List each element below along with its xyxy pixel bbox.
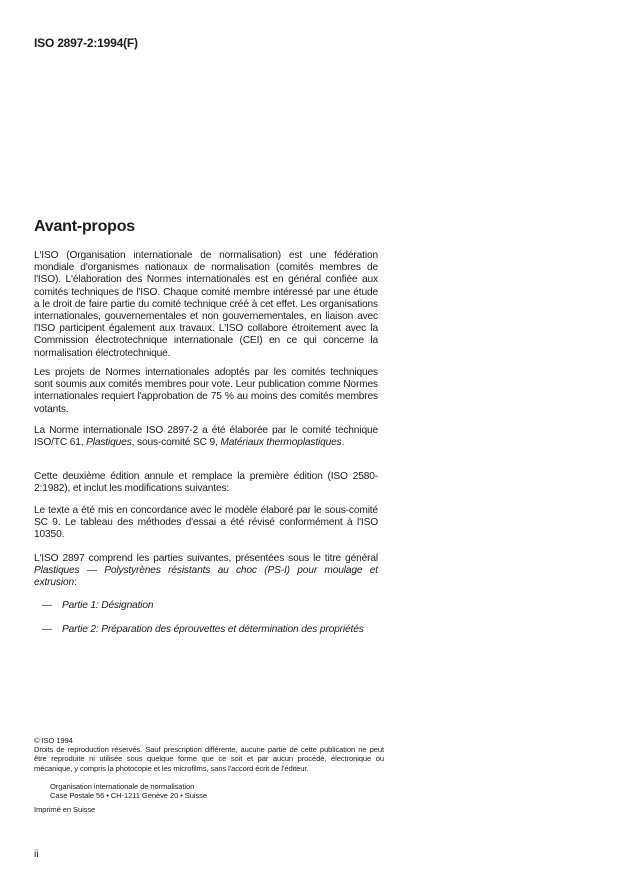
list-dash: — [42,600,53,611]
paragraph-elaboration [34,425,378,449]
parts-intro-text-b: Plastiques — Polystyrènes résistants au choc (PS-I) pour moulage et extrusion [34,565,378,589]
parts-intro-text-c: : [74,577,77,589]
elaboration-text-c: , sous-comité SC 9, [131,437,221,449]
parts-intro-text-a: L'ISO 2897 comprend les parties suivantes, présentées sous le titre général [34,553,378,564]
copyright-rights: Droits de reproduction réservés. Sauf prescription différente, aucune partie de cette publication ne peut être reproduite ni utilisée sous quelque forme que ce soit et par aucun procédé, électronique ou mécanique, y compris la photocopie et les microfilms, sans l'accord écrit de l'éditeur. [34,745,384,773]
elaboration-text-a: La Norme internationale ISO 2897-2 a été élaborée par le comité technique ISO/TC 61, [34,425,378,449]
paragraph-iso-intro: L'ISO (Organisation internationale de normalisation) est une fédération mondiale d'organismes nationaux de normalisation (comités membres de l'ISO). L'élaboration des Normes internationales est en général confiée aux comités techniques de l'ISO. Chaque comité membre intéressé par une étude a le droit de faire partie du comité technique créé à cet effet. Les organisations internationales, gouvernementales et non gouvernementales, en liaison avec l'ISO participent également aux travaux. L'ISO collabore étroitement avec la Commission électrotechnique internationale (CEI) en ce qui concerne la normalisation électrotechnique. [34,250,378,359]
paragraph-changes: Le texte a été mis en concordance avec le modèle élaboré par le sous-comité SC 9. Le tableau des méthodes d'essai a été révisé conformément à l'ISO 10350. [34,505,378,541]
copyright-notice: © ISO 1994 [34,736,73,745]
elaboration-text-b: Plastiques [86,437,132,449]
elaboration-text-e: . [341,437,345,449]
paragraph-edition: Cette deuxième édition annule et remplace la première édition (ISO 2580-2:1982), et inclut les modifications suivantes: [34,471,378,495]
list-dash: — [42,624,53,635]
elaboration-text-d: Matériaux thermoplastiques [220,437,342,449]
document-id: ISO 2897-2:1994(F) [34,36,138,50]
paragraph-parts-intro [34,553,378,590]
organisation-address: Case Postale 56 • CH-1211 Genève 20 • Suisse [50,791,207,800]
list-item-text: Partie 1: Désignation [62,600,154,611]
paragraph-vote: Les projets de Normes internationales adoptés par les comités techniques sont soumis aux comités membres pour vote. Leur publication comme Normes internationales requiert l'approbation de 75 % au moins des comités membres votants. [34,367,378,415]
section-title: Avant-propos [34,218,136,235]
list-item-text: Partie 2: Préparation des éprouvettes et détermination des propriétés [62,624,364,635]
page-number: ii [34,849,39,860]
printed-in: Imprimé en Suisse [34,805,96,814]
organisation-name: Organisation internationale de normalisation [50,782,195,791]
